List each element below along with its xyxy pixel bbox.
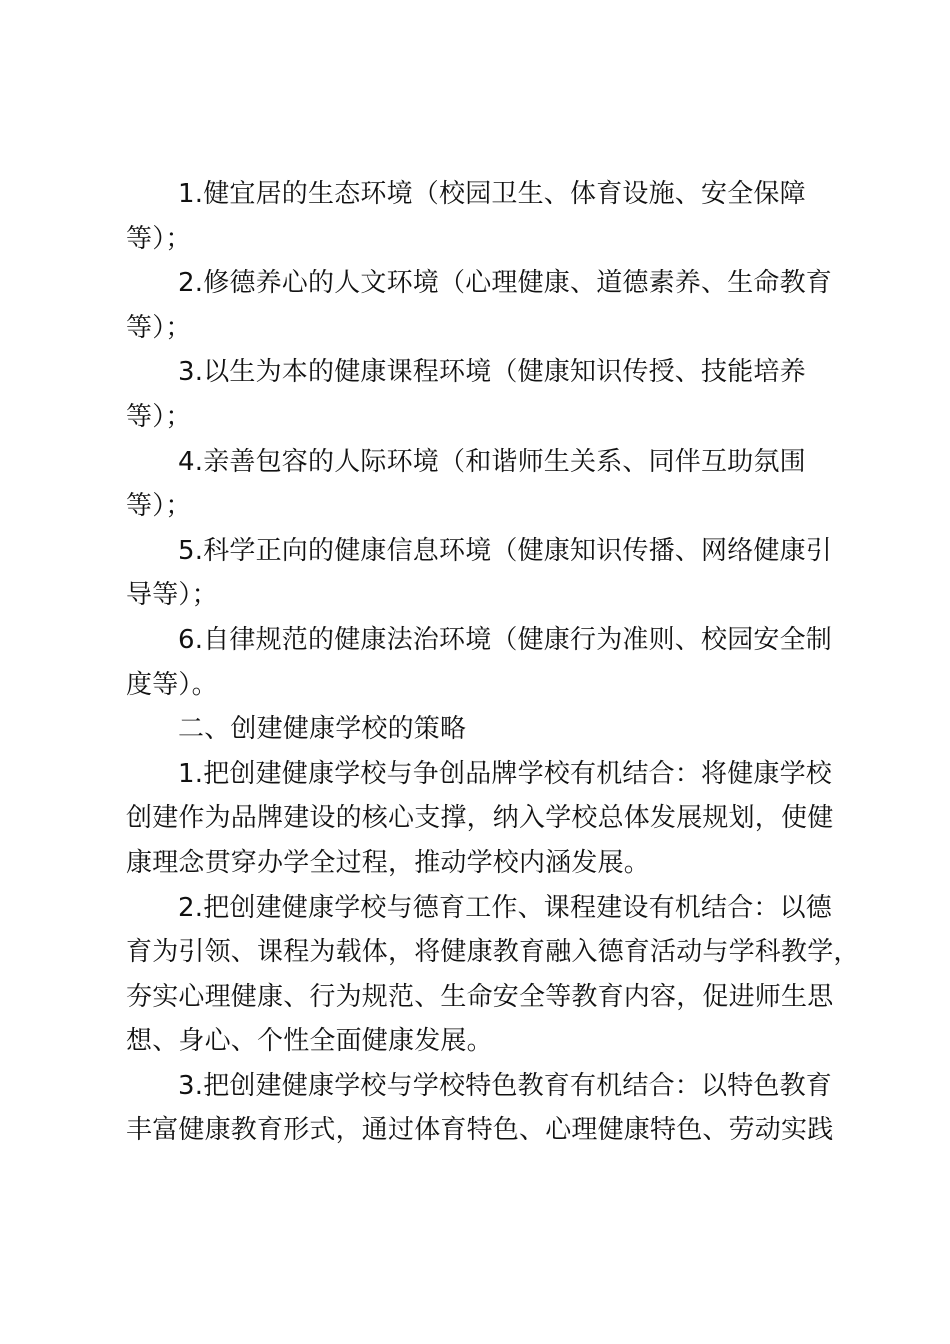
section-heading: 二、创建健康学校的策略 [178,714,467,745]
paragraph-line: 4.亲善包容的人际环境（和谐师生关系、同伴互助氛围 [178,446,806,477]
strategy-item-1 [126,752,834,886]
paragraph-line: 度等）。 [126,669,218,700]
environment-list [126,172,833,707]
strategy-item-3 [126,1064,834,1153]
environment-item-2 [126,261,833,350]
paragraph-line: 2.修德养心的人文环境（心理健康、道德素养、生命教育 [178,268,833,299]
paragraph-line: 导等）； [126,580,218,611]
paragraph-line: 6.自律规范的健康法治环境（健康行为准则、校园安全制 [178,624,833,655]
strategy-list [126,752,860,1153]
paragraph-line: 2.把创建健康学校与德育工作、课程建设有机结合：以德 [178,892,833,923]
paragraph-line: 等）； [126,401,192,432]
paragraph-line: 等）； [126,312,192,343]
paragraph-line: 育为引领、课程为载体，将健康教育融入德育活动与学科教学， [126,937,860,968]
paragraph-line: 等）； [126,223,192,254]
environment-item-4 [126,440,826,529]
environment-item-6 [126,618,833,707]
paragraph-line: 想、身心、个性全面健康发展。 [126,1026,493,1057]
paragraph-line: 5.科学正向的健康信息环境（健康知识传播、网络健康引 [178,535,833,566]
paragraph-line: 康理念贯穿办学全过程，推动学校内涵发展。 [126,847,651,878]
paragraph-line: 等）； [126,491,192,522]
paragraph-line: 丰富健康教育形式，通过体育特色、心理健康特色、劳动实践 [126,1115,834,1146]
document-body [126,172,860,1153]
environment-item-3 [126,350,826,439]
environment-item-1 [126,172,826,261]
paragraph-line: 3.把创建健康学校与学校特色教育有机结合：以特色教育 [178,1070,833,1101]
paragraph-line: 3.以生为本的健康课程环境（健康知识传授、技能培养 [178,357,806,388]
paragraph-line: 创建作为品牌建设的核心支撑，纳入学校总体发展规划，使健 [126,803,834,834]
paragraph-line: 夯实心理健康、行为规范、生命安全等教育内容，促进师生思 [126,981,834,1012]
environment-item-5 [126,529,833,618]
strategy-item-2 [126,886,860,1064]
paragraph-line: 1.把创建健康学校与争创品牌学校有机结合：将健康学校 [178,758,833,789]
paragraph-line: 1.健宜居的生态环境（校园卫生、体育设施、安全保障 [178,179,806,209]
